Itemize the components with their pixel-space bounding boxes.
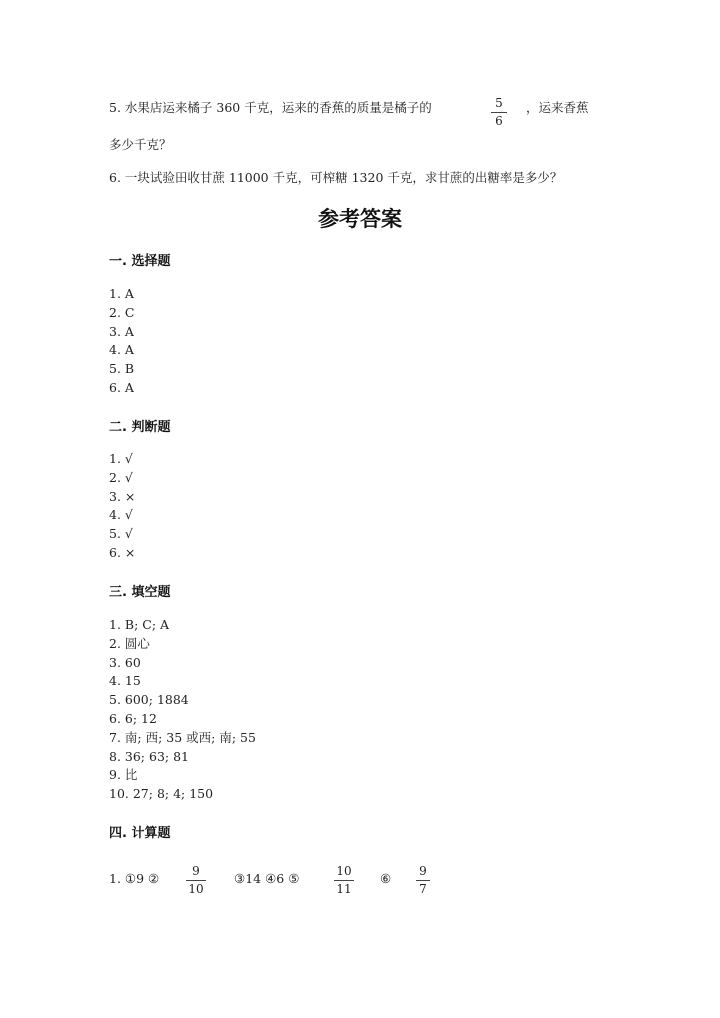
answer-item: 4. √ — [109, 507, 133, 523]
calc-fraction-2 — [186, 864, 206, 896]
section-title-calculation: 四. 计算题 — [109, 826, 171, 841]
fraction-denominator: 7 — [419, 882, 427, 896]
calc-answer-part-2: ③14 ④6 ⑤ — [234, 871, 300, 886]
answer-item: 8. 36; 63; 81 — [109, 748, 189, 764]
fraction-bar — [416, 880, 430, 881]
fraction-denominator: 6 — [495, 114, 503, 128]
fill-blank-answers — [109, 616, 256, 804]
calc-answer-part-3: ⑥ — [380, 871, 392, 886]
answer-item: 4. 15 — [109, 673, 141, 689]
answer-item: 2. √ — [109, 469, 133, 485]
question-5-fraction — [491, 96, 507, 128]
fraction-denominator: 10 — [188, 882, 204, 896]
answer-item: 5. B — [109, 361, 135, 377]
answer-item: 1. A — [109, 286, 134, 301]
answer-item: 7. 南; 西; 35 或西; 南; 55 — [109, 729, 256, 745]
fraction-numerator: 10 — [336, 864, 352, 878]
answer-item: 2. C — [109, 304, 135, 320]
question-5-line-2: 多少千克？ — [109, 137, 172, 152]
answer-item: 3. A — [109, 323, 134, 339]
answer-item: 4. A — [109, 342, 134, 358]
question-6-text: 6. 一块试验田收甘蔗 11000 千克，可榨糖 1320 千克，求甘蔗的出糖率是多少？ — [109, 170, 563, 185]
answer-item: 6. A — [109, 379, 134, 395]
section-title-fill-blank: 三. 填空题 — [109, 585, 171, 600]
calc-fraction-5 — [334, 864, 354, 896]
choice-answers — [109, 285, 134, 398]
fraction-bar — [334, 880, 354, 881]
answer-item: 6. × — [109, 544, 136, 560]
answer-item: 2. 圆心 — [109, 635, 150, 651]
section-title-judgement: 二. 判断题 — [109, 420, 171, 435]
answer-item: 1. B; C; A — [109, 617, 170, 632]
fraction-numerator: 9 — [419, 864, 427, 878]
fraction-bar — [186, 880, 206, 881]
fraction-bar — [491, 112, 507, 113]
answer-item: 1. √ — [109, 451, 133, 466]
section-title-choice: 一. 选择题 — [109, 254, 171, 269]
answer-item: 10. 27; 8; 4; 150 — [109, 786, 214, 802]
answer-item: 5. √ — [109, 526, 133, 542]
answer-title: 参考答案 — [318, 207, 402, 231]
answer-item: 9. 比 — [109, 767, 138, 783]
fraction-denominator: 11 — [336, 882, 352, 896]
answer-item: 5. 600; 1884 — [109, 692, 189, 708]
answer-item: 6. 6; 12 — [109, 710, 157, 726]
fraction-numerator: 9 — [192, 864, 200, 878]
judgement-answers — [109, 450, 135, 563]
answer-item: 3. × — [109, 488, 136, 504]
fraction-numerator: 5 — [495, 96, 503, 110]
calc-answer-part-1: 1. ①9 ② — [109, 871, 160, 886]
question-5-text: 5. 水果店运来橘子 360 千克，运来的香蕉的质量是橘子的 — [109, 100, 432, 115]
answer-item: 3. 60 — [109, 654, 141, 670]
calc-fraction-6 — [416, 864, 430, 896]
question-5-text-cont: ，运来香蕉 — [526, 100, 589, 115]
